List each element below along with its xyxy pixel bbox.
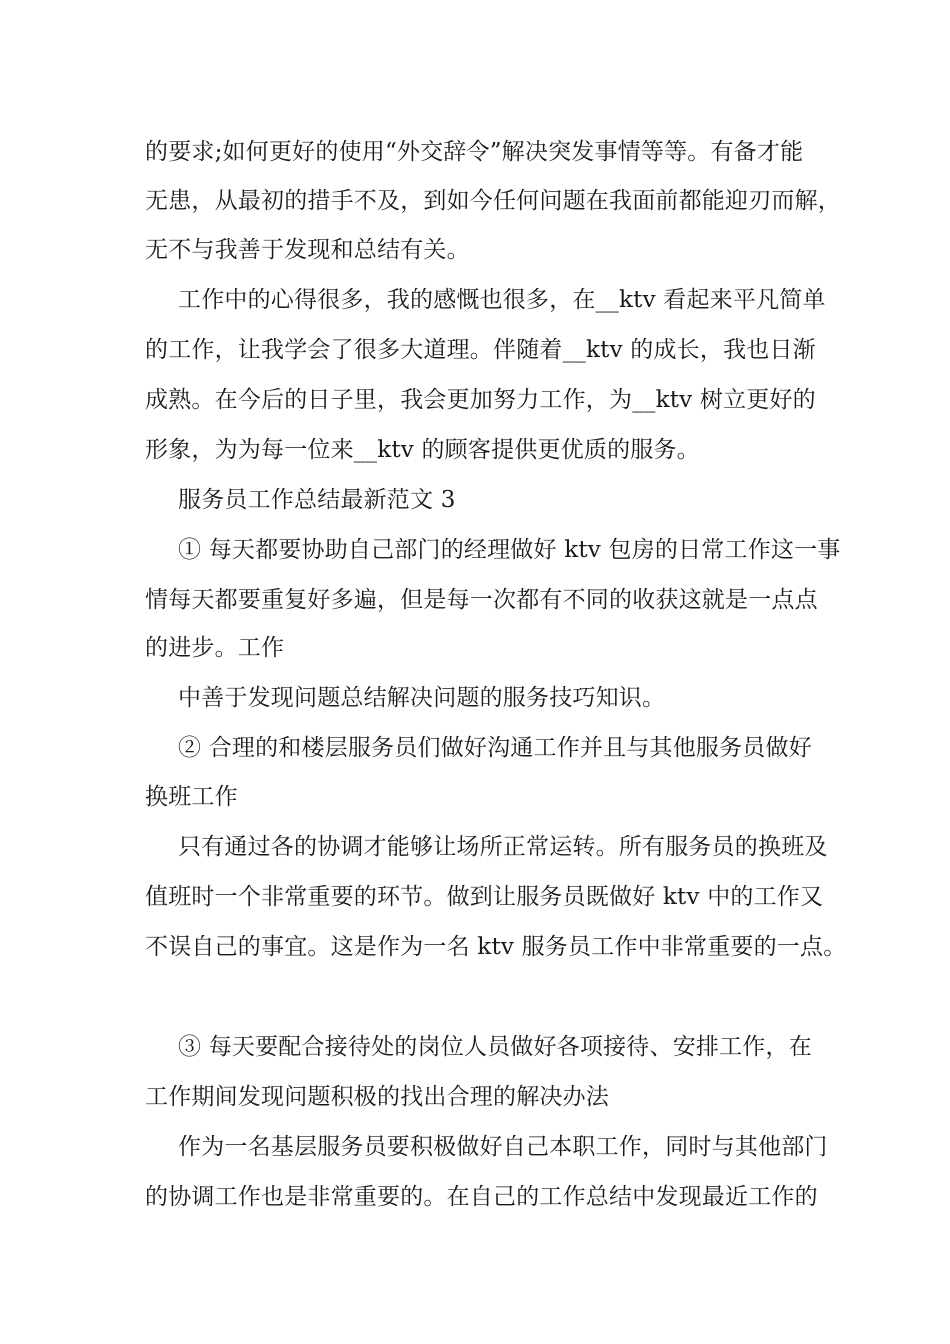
list-item-1-line: ① 每天都要协助自己部门的经理做好 ktv 包房的日常工作这一事 xyxy=(178,537,841,563)
paragraph-start-line: 工作中的心得很多，我的感慨也很多，在__ktv 看起来平凡简单 xyxy=(178,287,826,313)
text-line: 工作期间发现问题积极的找出合理的解决办法 xyxy=(145,1084,609,1110)
text-line: 的工作，让我学会了很多大道理。伴随着__ktv 的成长，我也日渐 xyxy=(145,337,816,363)
text-line: 无患，从最初的措手不及，到如今任何问题在我面前都能迎刃而解， xyxy=(145,188,841,214)
text-line: 形象，为为每一位来__ktv 的顾客提供更优质的服务。 xyxy=(145,437,700,463)
list-item-3-line: ③ 每天要配合接待处的岗位人员做好各项接待、安排工作，在 xyxy=(178,1034,812,1060)
section-heading: 服务员工作总结最新范文 3 xyxy=(178,487,456,513)
text-line: 换班工作 xyxy=(145,784,238,810)
text-line: 的进步。工作 xyxy=(145,635,285,661)
paragraph-start-line: 中善于发现问题总结解决问题的服务技巧知识。 xyxy=(178,685,666,711)
text-line: 无不与我善于发现和总结有关。 xyxy=(145,237,470,263)
paragraph-start-line: 只有通过各的协调才能够让场所正常运转。所有服务员的换班及 xyxy=(178,834,828,860)
text-line: 成熟。在今后的日子里，我会更加努力工作，为__ktv 树立更好的 xyxy=(145,387,816,413)
text-line: 的要求;如何更好的使用“外交辞令”解决突发事情等等。有备才能 xyxy=(145,139,804,165)
text-line: 不误自己的事宜。这是作为一名 ktv 服务员工作中非常重要的一点。 xyxy=(145,934,847,960)
text-line: 情每天都要重复好多遍，但是每一次都有不同的收获这就是一点点 xyxy=(145,587,818,613)
text-line: 值班时一个非常重要的环节。做到让服务员既做好 ktv 中的工作又 xyxy=(145,884,824,910)
paragraph-start-line: 作为一名基层服务员要积极做好自己本职工作，同时与其他部门 xyxy=(178,1134,828,1160)
text-line: 的协调工作也是非常重要的。在自己的工作总结中发现最近工作的 xyxy=(145,1184,818,1210)
list-item-2-line: ② 合理的和楼层服务员们做好沟通工作并且与其他服务员做好 xyxy=(178,735,812,761)
